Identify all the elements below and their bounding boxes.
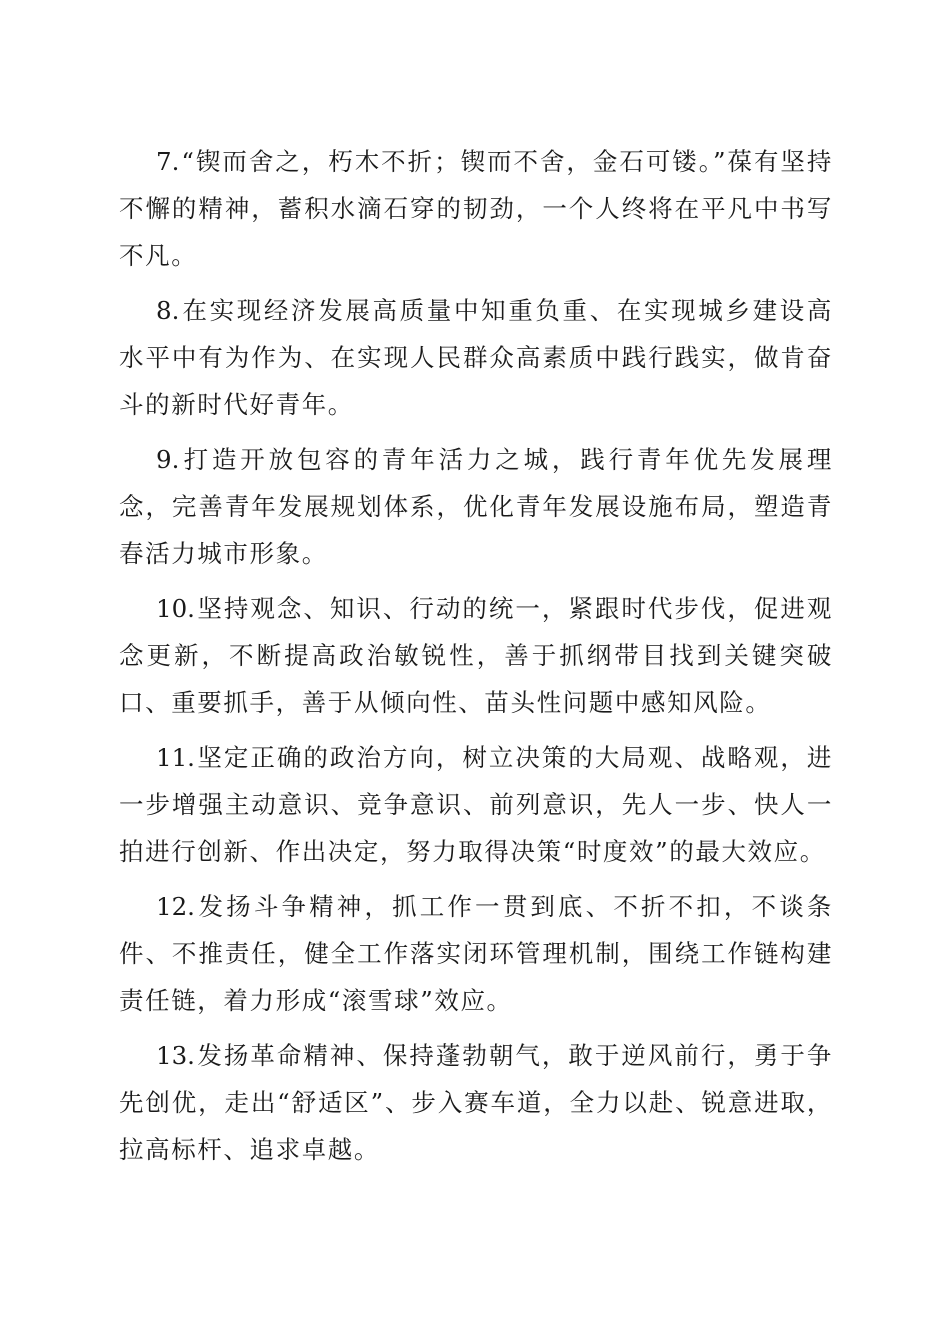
- paragraph-number: 12.: [156, 892, 195, 921]
- paragraph-text: 发扬斗争精神，抓工作一贯到底、不折不扣，不谈条件、不推责任，健全工作落实闭环管理机制，围绕工作链构建责任链，着力形成“滚雪球”效应。: [119, 892, 833, 1015]
- paragraph-13: [119, 1032, 833, 1173]
- paragraph-text: 在实现经济发展高质量中知重负重、在实现城乡建设高水平中有为作为、在实现人民群众高素质中践行践实，做肯奋斗的新时代好青年。: [119, 296, 833, 419]
- paragraph-11: [119, 734, 833, 875]
- paragraph-text: “锲而舍之，朽木不折；锲而不舍，金石可镂。”葆有坚持不懈的精神，蓄积水滴石穿的韧劲，一个人终将在平凡中书写不凡。: [119, 147, 833, 270]
- paragraph-text: 打造开放包容的青年活力之城，践行青年优先发展理念，完善青年发展规划体系，优化青年发展设施布局，塑造青春活力城市形象。: [119, 445, 833, 568]
- paragraph-8: [119, 287, 833, 428]
- paragraph-number: 7.: [156, 147, 180, 176]
- document-body: [119, 138, 833, 1181]
- paragraph-10: [119, 585, 833, 726]
- paragraph-text: 坚持观念、知识、行动的统一，紧跟时代步伐，促进观念更新，不断提高政治敏锐性，善于抓纲带目找到关键突破口、重要抓手，善于从倾向性、苗头性问题中感知风险。: [119, 594, 833, 717]
- paragraph-7: [119, 138, 833, 279]
- paragraph-number: 11.: [156, 743, 195, 772]
- paragraph-number: 13.: [156, 1041, 195, 1070]
- paragraph-text: 发扬革命精神、保持蓬勃朝气，敢于逆风前行，勇于争先创优，走出“舒适区”、步入赛车道，全力以赴、锐意进取，拉高标杆、追求卓越。: [119, 1041, 833, 1164]
- paragraph-number: 10.: [156, 594, 195, 623]
- paragraph-12: [119, 883, 833, 1024]
- paragraph-number: 9.: [156, 445, 180, 474]
- paragraph-number: 8.: [156, 296, 180, 325]
- paragraph-text: 坚定正确的政治方向，树立决策的大局观、战略观，进一步增强主动意识、竞争意识、前列意识，先人一步、快人一拍进行创新、作出决定，努力取得决策“时度效”的最大效应。: [119, 743, 833, 866]
- paragraph-9: [119, 436, 833, 577]
